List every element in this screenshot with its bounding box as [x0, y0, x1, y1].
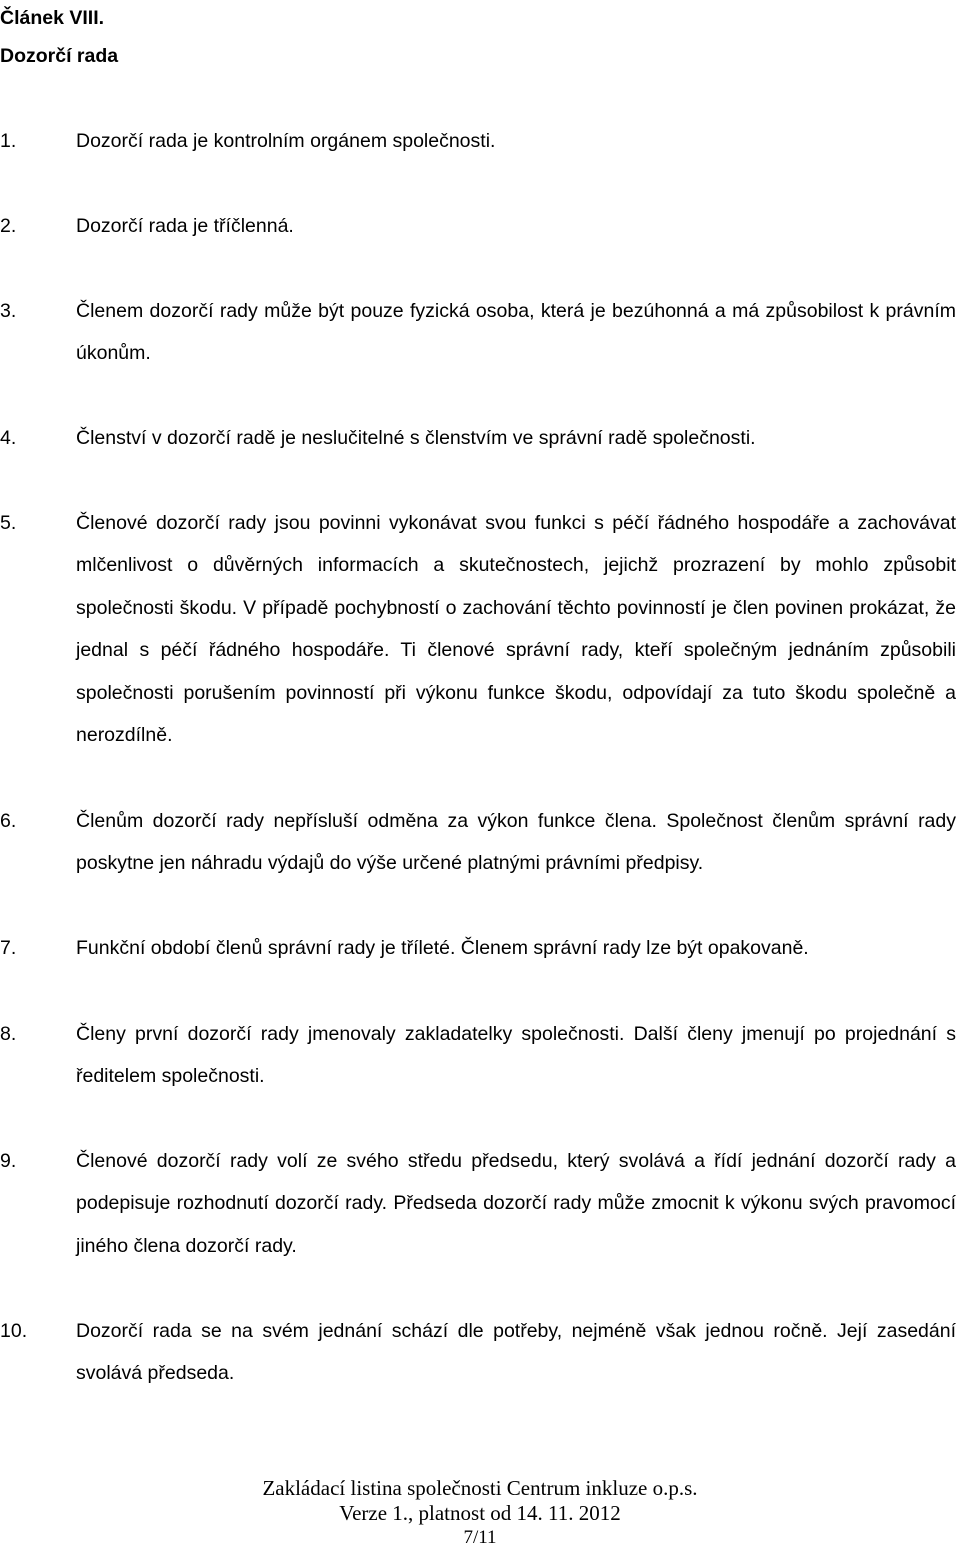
list-item — [0, 502, 956, 756]
item-text: Funkční období členů správní rady je tříleté. Členem správní rady lze být opakovaně. — [76, 937, 809, 959]
list-item — [0, 205, 956, 247]
item-number: 1. — [0, 130, 17, 152]
item-text: Dozorčí rada je tříčlenná. — [76, 215, 294, 237]
item-number: 10. — [0, 1320, 28, 1342]
list-item — [0, 417, 956, 459]
list-item — [0, 1310, 956, 1395]
list-item — [0, 800, 956, 885]
footer-version: Verze 1., platnost od 14. 11. 2012 — [339, 1501, 621, 1525]
item-text: Členy první dozorčí rady jmenovaly zakladatelky společnosti. Další členy jmenují po projednání s ředitelem společnosti. — [76, 1023, 956, 1088]
item-number: 7. — [0, 937, 17, 959]
item-text: Dozorčí rada se na svém jednání schází dle potřeby, nejméně však jednou ročně. Její zasedání svolává předseda. — [76, 1320, 956, 1385]
list-item — [0, 1140, 956, 1267]
list-item — [0, 1013, 956, 1098]
item-number: 3. — [0, 300, 17, 322]
list-item — [0, 927, 956, 969]
article-subtitle: Dozorčí rada — [0, 45, 119, 67]
item-text: Členové dozorčí rady jsou povinni vykonávat svou funkci s péčí řádného hospodáře a zachovávat mlčenlivost o důvěrných informacích a skutečnostech, jejichž prozrazení by mohlo způsobit společnosti škodu. V případě pochybností o zachování těchto povinností je člen povinen prokázat, že jednal s péčí řádného hospodáře. Ti členové správní rady, kteří společným jednáním způsobili společnosti porušením povinností při výkonu funkce škodu, odpovídají za tuto škodu společně a nerozdílně. — [76, 512, 956, 747]
list-item — [0, 120, 956, 162]
item-number: 5. — [0, 512, 17, 534]
item-number: 2. — [0, 215, 17, 237]
item-text: Členem dozorčí rady může být pouze fyzická osoba, která je bezúhonná a má způsobilost k právním úkonům. — [76, 300, 956, 365]
item-text: Členství v dozorčí radě je neslučitelné s členstvím ve správní radě společnosti. — [76, 427, 756, 449]
page-number: 7/11 — [463, 1527, 497, 1548]
item-text: Členové dozorčí rady volí ze svého středu předsedu, který svolává a řídí jednání dozorčí rady a podepisuje rozhodnutí dozorčí rady. Předseda dozorčí rady může zmocnit k výkonu svých pravomocí jiného člena dozorčí rady. — [76, 1150, 956, 1257]
item-number: 4. — [0, 427, 17, 449]
footer-document-title: Zakládací listina společnosti Centrum inkluze o.p.s. — [262, 1476, 698, 1500]
list-item — [0, 290, 956, 375]
item-number: 9. — [0, 1150, 17, 1172]
item-text: Dozorčí rada je kontrolním orgánem společnosti. — [76, 130, 496, 152]
item-number: 6. — [0, 810, 17, 832]
item-number: 8. — [0, 1023, 17, 1045]
item-text: Členům dozorčí rady nepřísluší odměna za výkon funkce člena. Společnost členům správní rady poskytne jen náhradu výdajů do výše určené platnými právními předpisy. — [76, 810, 956, 875]
article-title: Článek VIII. — [0, 7, 105, 29]
